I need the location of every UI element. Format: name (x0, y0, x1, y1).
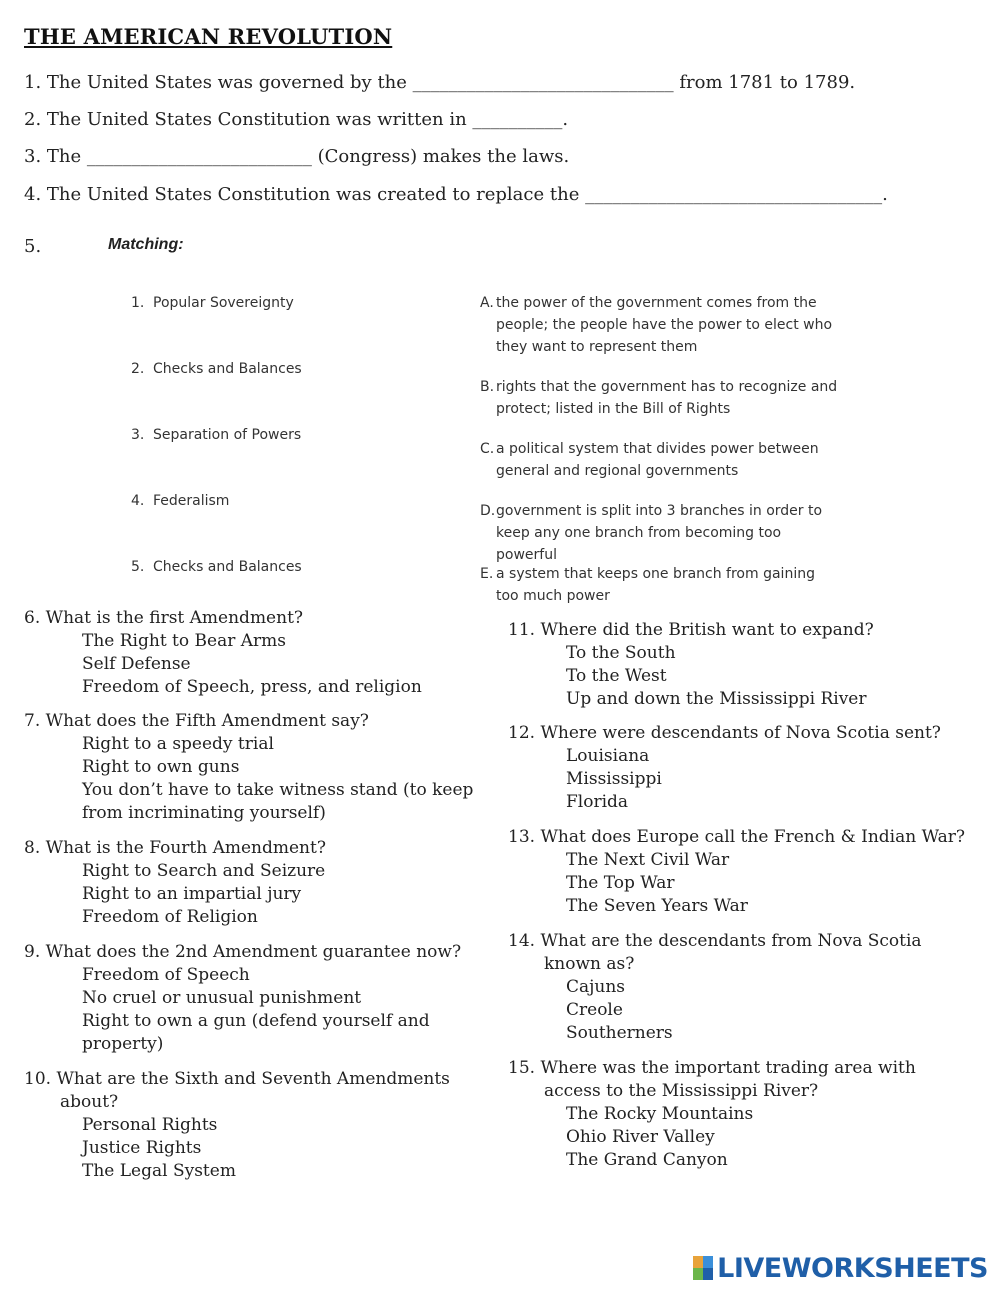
term-text: Checks and Balances (153, 559, 302, 575)
answer-option[interactable]: Right to an impartial jury (82, 884, 302, 904)
question-6 (24, 607, 494, 699)
term-text: Federalism (153, 493, 230, 509)
answer-option[interactable]: Personal Rights (82, 1115, 218, 1135)
matching-definition (480, 563, 840, 607)
definition-text: the power of the government comes from the people; the people have the power to elect who they want to represent them (496, 295, 833, 355)
term-number: 3. (131, 427, 145, 443)
matching-term (131, 427, 301, 443)
question-14 (508, 930, 988, 1045)
question-12 (508, 722, 988, 814)
question-2: 2. The United States Constitution was written in __________. (24, 109, 569, 130)
matching-term (131, 295, 294, 311)
definition-letter: B. (480, 379, 495, 395)
answer-option[interactable]: Right to Search and Seizure (82, 861, 326, 881)
answer-option[interactable]: Right to a speedy trial (82, 734, 274, 754)
matching-definition (480, 438, 840, 482)
answer-option[interactable]: Mississippi (566, 769, 662, 789)
question-5-number: 5. (24, 236, 42, 257)
definition-letter: D. (480, 503, 496, 519)
question-1: 1. The United States was governed by the _____________________________ from 1781 to 1789. (24, 72, 856, 93)
question-15 (508, 1057, 988, 1172)
question-text: 13. What does Europe call the French & Indian War? (508, 827, 965, 847)
answer-option[interactable]: Up and down the Mississippi River (566, 689, 867, 709)
question-10 (24, 1068, 494, 1183)
answer-option[interactable]: Creole (566, 1000, 623, 1020)
answer-option[interactable]: Florida (566, 792, 629, 812)
question-text: 12. Where were descendants of Nova Scotia sent? (508, 723, 941, 743)
question-13 (508, 826, 988, 918)
liveworksheets-logo-icon (693, 1256, 713, 1280)
answer-option[interactable]: To the West (566, 666, 667, 686)
answer-option[interactable]: The Top War (566, 873, 675, 893)
answer-option[interactable]: The Rocky Mountains (566, 1104, 754, 1124)
matching-heading: Matching: (108, 236, 184, 253)
question-9 (24, 941, 494, 1056)
question-8 (24, 837, 494, 929)
answer-option[interactable]: No cruel or unusual punishment (82, 988, 362, 1008)
question-text: 9. What does the 2nd Amendment guarantee now? (24, 942, 462, 962)
term-number: 2. (131, 361, 145, 377)
question-text-continued: access to the Mississippi River? (544, 1081, 819, 1101)
answer-option[interactable]: The Seven Years War (566, 896, 748, 916)
answer-option[interactable]: The Legal System (82, 1161, 236, 1181)
definition-text: rights that the government has to recognize and protect; listed in the Bill of Rights (496, 379, 838, 417)
answer-option[interactable]: Right to own a gun (defend yourself and property) (82, 1011, 430, 1054)
answer-option[interactable]: Cajuns (566, 977, 626, 997)
question-text: 7. What does the Fifth Amendment say? (24, 711, 369, 731)
matching-definition (480, 292, 840, 358)
definition-text: a system that keeps one branch from gaining too much power (496, 566, 815, 604)
answer-option[interactable]: You don’t have to take witness stand (to keep from incriminating yourself) (82, 780, 474, 823)
definition-letter: E. (480, 566, 494, 582)
answer-option[interactable]: The Right to Bear Arms (82, 631, 286, 651)
definition-letter: C. (480, 441, 495, 457)
definition-text: a political system that divides power between general and regional governments (496, 441, 819, 479)
answer-option[interactable]: Louisiana (566, 746, 650, 766)
definition-text: government is split into 3 branches in order to keep any one branch from becoming too powerful (496, 503, 823, 563)
answer-option[interactable]: Right to own guns (82, 757, 240, 777)
answer-option[interactable]: Justice Rights (82, 1138, 202, 1158)
question-text: 8. What is the Fourth Amendment? (24, 838, 326, 858)
answer-option[interactable]: Ohio River Valley (566, 1127, 715, 1147)
question-text: 14. What are the descendants from Nova Scotia (508, 931, 922, 951)
question-4: 4. The United States Constitution was created to replace the _________________________________. (24, 184, 888, 205)
question-text: 15. Where was the important trading area with (508, 1058, 916, 1078)
question-7 (24, 710, 494, 825)
question-text: 6. What is the first Amendment? (24, 608, 304, 628)
answer-option[interactable]: Southerners (566, 1023, 673, 1043)
term-number: 4. (131, 493, 145, 509)
page-title: THE AMERICAN REVOLUTION (24, 24, 393, 49)
matching-term (131, 361, 302, 377)
question-text: 10. What are the Sixth and Seventh Amendments (24, 1069, 450, 1089)
answer-option[interactable]: Freedom of Speech, press, and religion (82, 677, 422, 697)
term-text: Checks and Balances (153, 361, 302, 377)
answer-option[interactable]: The Grand Canyon (566, 1150, 728, 1170)
question-11 (508, 619, 988, 711)
term-number: 5. (131, 559, 145, 575)
answer-option[interactable]: Freedom of Speech (82, 965, 250, 985)
matching-definition (480, 376, 840, 420)
definition-letter: A. (480, 295, 494, 311)
question-3: 3. The _________________________ (Congress) makes the laws. (24, 146, 570, 167)
question-text: 11. Where did the British want to expand? (508, 620, 874, 640)
term-text: Popular Sovereignty (153, 295, 294, 311)
question-text-continued: known as? (544, 954, 635, 974)
answer-option[interactable]: To the South (566, 643, 676, 663)
answer-option[interactable]: The Next Civil War (566, 850, 730, 870)
logo-text: LIVEWORKSHEETS (717, 1252, 988, 1284)
matching-term (131, 493, 229, 509)
answer-option[interactable]: Self Defense (82, 654, 191, 674)
matching-term (131, 559, 302, 575)
liveworksheets-logo[interactable] (693, 1250, 988, 1286)
question-text-continued: about? (60, 1092, 119, 1112)
matching-definition (480, 500, 840, 566)
term-text: Separation of Powers (153, 427, 302, 443)
answer-option[interactable]: Freedom of Religion (82, 907, 258, 927)
term-number: 1. (131, 295, 145, 311)
